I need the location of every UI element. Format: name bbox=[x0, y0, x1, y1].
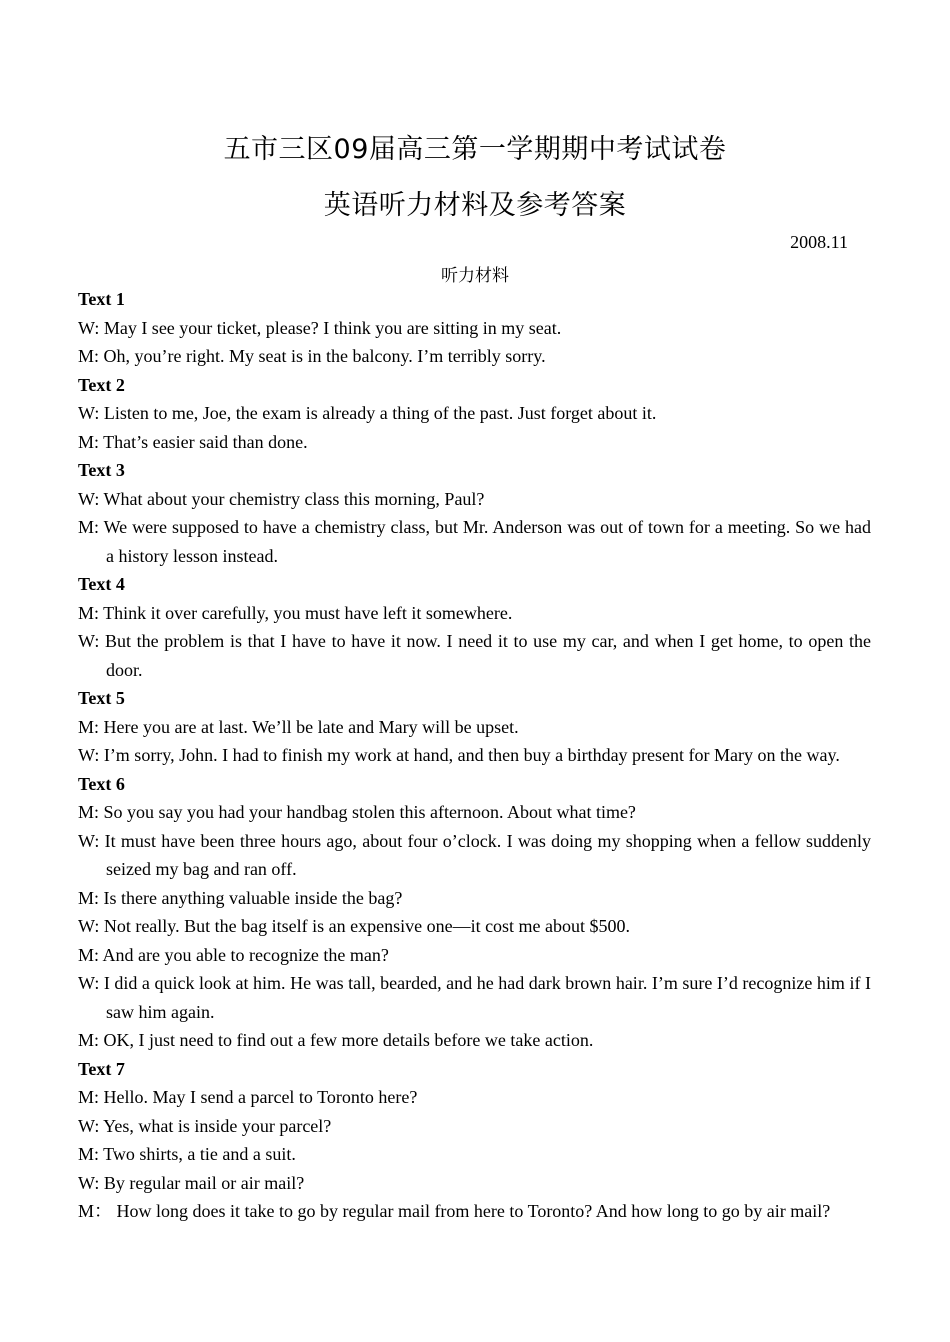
text-label: Text 3 bbox=[78, 460, 125, 480]
text-label: Text 6 bbox=[78, 773, 125, 794]
dialogue-line: W: May I see your ticket, please? I think you are sitting in my seat. bbox=[78, 317, 562, 338]
dialogue-line: M: OK, I just need to find out a few more details before we take action. bbox=[78, 1030, 594, 1050]
dialogue-line: W: What about your chemistry class this morning, Paul? bbox=[78, 488, 485, 509]
dialogue-line: M: Two shirts, a tie and a suit. bbox=[78, 1144, 296, 1164]
dialogue-line: M: So you say you had your handbag stolen this afternoon. About what time? bbox=[78, 802, 636, 822]
dialogue-line: W: But the problem is that I have to have it now. I need it to use my car, and when I get home, to open the door. bbox=[78, 631, 871, 680]
dialogue-line: M: We were supposed to have a chemistry class, but Mr. Anderson was out of town for a meeting. So we had a history lesson instead. bbox=[78, 517, 871, 566]
text-label: Text 5 bbox=[78, 688, 125, 708]
transcript-body bbox=[78, 285, 871, 1226]
dialogue-line: M： How long does it take to go by regular mail from here to Toronto? And how long to go by air mail? bbox=[78, 1201, 831, 1221]
dialogue-line: W: Yes, what is inside your parcel? bbox=[78, 1115, 332, 1136]
text-label: Text 2 bbox=[78, 374, 125, 395]
dialogue-line: M: Here you are at last. We’ll be late and Mary will be upset. bbox=[78, 716, 519, 737]
dialogue-line: M: Is there anything valuable inside the bag? bbox=[78, 887, 403, 908]
text-label: Text 4 bbox=[78, 574, 125, 594]
dialogue-line: W: I did a quick look at him. He was tall, bearded, and he had dark brown hair. I’m sure I’d recognize him if I saw him again. bbox=[78, 973, 871, 1022]
text-label: Text 1 bbox=[78, 289, 125, 309]
dialogue-line: W: It must have been three hours ago, about four o’clock. I was doing my shopping when a fellow suddenly seized my bag and ran off. bbox=[78, 830, 871, 879]
dialogue-line: W: I’m sorry, John. I had to finish my work at hand, and then buy a birthday present for Mary on the way. bbox=[78, 745, 840, 765]
dialogue-line: M: That’s easier said than done. bbox=[78, 431, 308, 452]
dialogue-line: W: By regular mail or air mail? bbox=[78, 1172, 305, 1193]
document-date: 2008.11 bbox=[790, 232, 848, 252]
document-subtitle: 英语听力材料及参考答案 bbox=[323, 190, 627, 221]
dialogue-line: W: Listen to me, Joe, the exam is already a thing of the past. Just forget about it. bbox=[78, 403, 657, 423]
section-heading: 听力材料 bbox=[441, 266, 509, 286]
dialogue-line: M: Hello. May I send a parcel to Toronto here? bbox=[78, 1087, 418, 1107]
text-label: Text 7 bbox=[78, 1058, 125, 1079]
dialogue-line: M: And are you able to recognize the man? bbox=[78, 944, 389, 965]
dialogue-line: W: Not really. But the bag itself is an expensive one—it cost me about $500. bbox=[78, 916, 631, 936]
dialogue-line: M: Think it over carefully, you must have left it somewhere. bbox=[78, 602, 513, 623]
dialogue-line: M: Oh, you’re right. My seat is in the balcony. I’m terribly sorry. bbox=[78, 346, 546, 366]
document-title: 五市三区09届高三第一学期期中考试试卷 bbox=[223, 134, 727, 165]
